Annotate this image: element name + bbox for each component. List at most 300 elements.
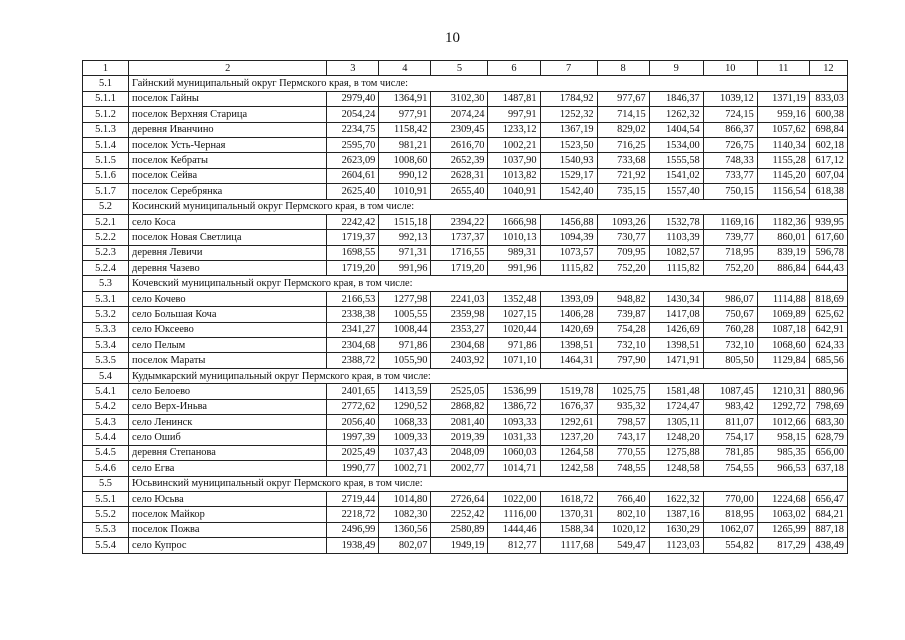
table-row	[83, 353, 848, 368]
value-cell: 644,43	[809, 261, 847, 276]
value-cell: 1233,12	[488, 122, 540, 137]
table-row	[83, 137, 848, 152]
value-cell: 1265,99	[757, 522, 809, 537]
value-cell: 628,79	[809, 430, 847, 445]
value-cell: 1008,44	[379, 322, 431, 337]
value-cell: 1237,20	[540, 430, 597, 445]
value-cell: 2868,82	[431, 399, 488, 414]
value-cell: 2241,03	[431, 291, 488, 306]
value-cell: 1115,82	[540, 261, 597, 276]
value-cell: 1093,26	[597, 214, 649, 229]
value-cell: 2726,64	[431, 491, 488, 506]
value-cell: 2525,05	[431, 384, 488, 399]
settlement-name: село Коса	[129, 214, 327, 229]
value-cell: 1541,02	[649, 168, 703, 183]
section-header-row	[83, 276, 848, 291]
value-cell: 2166,53	[327, 291, 379, 306]
value-cell: 1719,37	[327, 230, 379, 245]
value-cell: 990,12	[379, 168, 431, 183]
value-cell: 958,15	[757, 430, 809, 445]
value-cell: 1305,11	[649, 414, 703, 429]
value-cell: 1005,55	[379, 307, 431, 322]
settlement-name: поселок Новая Светлица	[129, 230, 327, 245]
value-cell: 637,18	[809, 461, 847, 476]
value-cell: 1716,55	[431, 245, 488, 260]
value-cell: 1093,33	[488, 414, 540, 429]
value-cell: 935,32	[597, 399, 649, 414]
value-cell: 887,18	[809, 522, 847, 537]
row-index: 5.2.1	[83, 214, 129, 229]
table-row	[83, 445, 848, 460]
value-cell: 2604,61	[327, 168, 379, 183]
value-cell: 802,10	[597, 507, 649, 522]
settlement-name: село Купрос	[129, 538, 327, 553]
value-cell: 2218,72	[327, 507, 379, 522]
value-cell: 1055,90	[379, 353, 431, 368]
value-cell: 617,12	[809, 153, 847, 168]
value-cell: 991,96	[488, 261, 540, 276]
value-cell: 1037,43	[379, 445, 431, 460]
value-cell: 739,77	[703, 230, 757, 245]
value-cell: 1464,31	[540, 353, 597, 368]
value-cell: 1264,58	[540, 445, 597, 460]
row-index: 5.4.4	[83, 430, 129, 445]
value-cell: 2081,40	[431, 414, 488, 429]
value-cell: 1290,52	[379, 399, 431, 414]
value-cell: 860,01	[757, 230, 809, 245]
value-cell: 805,50	[703, 353, 757, 368]
section-index: 5.5	[83, 476, 129, 491]
row-index: 5.2.4	[83, 261, 129, 276]
value-cell: 600,38	[809, 107, 847, 122]
value-cell: 1082,30	[379, 507, 431, 522]
value-cell: 1724,47	[649, 399, 703, 414]
value-cell: 1013,82	[488, 168, 540, 183]
value-cell: 2719,44	[327, 491, 379, 506]
value-cell: 1536,99	[488, 384, 540, 399]
value-cell: 1367,19	[540, 122, 597, 137]
value-cell: 1426,69	[649, 322, 703, 337]
value-cell: 760,28	[703, 322, 757, 337]
settlement-name: село Верх-Иньва	[129, 399, 327, 414]
value-cell: 1008,60	[379, 153, 431, 168]
value-cell: 721,92	[597, 168, 649, 183]
value-cell: 2496,99	[327, 522, 379, 537]
settlement-name: поселок Кебраты	[129, 153, 327, 168]
value-cell: 726,75	[703, 137, 757, 152]
value-cell: 797,90	[597, 353, 649, 368]
value-cell: 991,96	[379, 261, 431, 276]
value-cell: 1116,00	[488, 507, 540, 522]
table-row	[83, 538, 848, 553]
value-cell: 2979,40	[327, 91, 379, 106]
value-cell: 1037,90	[488, 153, 540, 168]
row-index: 5.1.2	[83, 107, 129, 122]
value-cell: 1846,37	[649, 91, 703, 106]
value-cell: 1248,58	[649, 461, 703, 476]
settlement-name: поселок Усть-Черная	[129, 137, 327, 152]
value-cell: 1022,00	[488, 491, 540, 506]
section-header-row	[83, 476, 848, 491]
value-cell: 1523,50	[540, 137, 597, 152]
table-row	[83, 461, 848, 476]
row-index: 5.4.3	[83, 414, 129, 429]
value-cell: 2353,27	[431, 322, 488, 337]
section-title: Кочевский муниципальный округ Пермского края, в том числе:	[129, 276, 848, 291]
value-cell: 2388,72	[327, 353, 379, 368]
value-cell: 1360,56	[379, 522, 431, 537]
value-cell: 656,47	[809, 491, 847, 506]
settlement-name: село Ошиб	[129, 430, 327, 445]
settlement-name: село Ленинск	[129, 414, 327, 429]
value-cell: 2074,24	[431, 107, 488, 122]
value-cell: 1071,10	[488, 353, 540, 368]
value-cell: 1020,44	[488, 322, 540, 337]
value-cell: 2252,42	[431, 507, 488, 522]
value-cell: 1242,58	[540, 461, 597, 476]
value-cell: 1997,39	[327, 430, 379, 445]
row-index: 5.3.2	[83, 307, 129, 322]
value-cell: 1938,49	[327, 538, 379, 553]
value-cell: 718,95	[703, 245, 757, 260]
settlement-name: поселок Серебрянка	[129, 184, 327, 199]
value-cell: 1002,71	[379, 461, 431, 476]
value-cell: 1069,89	[757, 307, 809, 322]
table-row	[83, 338, 848, 353]
value-cell: 1540,93	[540, 153, 597, 168]
value-cell: 1487,81	[488, 91, 540, 106]
section-title: Юсьвинский муниципальный округ Пермского края, в том числе:	[129, 476, 848, 491]
value-cell: 1529,17	[540, 168, 597, 183]
row-index: 5.4.1	[83, 384, 129, 399]
value-cell: 2616,70	[431, 137, 488, 152]
value-cell: 985,35	[757, 445, 809, 460]
settlement-name: село Пелым	[129, 338, 327, 353]
value-cell: 2309,45	[431, 122, 488, 137]
row-index: 5.3.3	[83, 322, 129, 337]
value-cell: 1025,75	[597, 384, 649, 399]
value-cell: 1115,82	[649, 261, 703, 276]
value-cell: 754,17	[703, 430, 757, 445]
value-cell: 1156,54	[757, 184, 809, 199]
value-cell: 1210,31	[757, 384, 809, 399]
value-cell: 549,47	[597, 538, 649, 553]
row-index: 5.5.1	[83, 491, 129, 506]
value-cell: 1534,00	[649, 137, 703, 152]
column-number: 7	[540, 61, 597, 76]
value-cell: 1009,33	[379, 430, 431, 445]
value-cell: 1398,51	[649, 338, 703, 353]
value-cell: 752,20	[597, 261, 649, 276]
value-cell: 2655,40	[431, 184, 488, 199]
value-cell: 966,53	[757, 461, 809, 476]
value-cell: 1784,92	[540, 91, 597, 106]
value-cell: 724,15	[703, 107, 757, 122]
value-cell: 971,31	[379, 245, 431, 260]
table-row	[83, 384, 848, 399]
settlement-name: село Егва	[129, 461, 327, 476]
value-cell: 1010,13	[488, 230, 540, 245]
table-row	[83, 245, 848, 260]
tariff-table	[82, 60, 848, 554]
value-cell: 750,15	[703, 184, 757, 199]
value-cell: 2628,31	[431, 168, 488, 183]
value-cell: 833,03	[809, 91, 847, 106]
table-row	[83, 107, 848, 122]
column-number: 12	[809, 61, 847, 76]
value-cell: 2623,09	[327, 153, 379, 168]
value-cell: 2652,39	[431, 153, 488, 168]
value-cell: 971,86	[379, 338, 431, 353]
value-cell: 2401,65	[327, 384, 379, 399]
value-cell: 829,02	[597, 122, 649, 137]
value-cell: 997,91	[488, 107, 540, 122]
value-cell: 1039,12	[703, 91, 757, 106]
value-cell: 886,84	[757, 261, 809, 276]
value-cell: 1040,91	[488, 184, 540, 199]
value-cell: 1398,51	[540, 338, 597, 353]
row-index: 5.5.3	[83, 522, 129, 537]
value-cell: 617,60	[809, 230, 847, 245]
value-cell: 981,21	[379, 137, 431, 152]
table-row	[83, 307, 848, 322]
section-title: Кудымкарский муниципальный округ Пермского края, в том числе:	[129, 368, 848, 383]
value-cell: 2595,70	[327, 137, 379, 152]
value-cell: 1224,68	[757, 491, 809, 506]
column-number: 3	[327, 61, 379, 76]
table-row	[83, 261, 848, 276]
value-cell: 1393,09	[540, 291, 597, 306]
table-row	[83, 153, 848, 168]
column-number-row	[83, 61, 848, 76]
value-cell: 1622,32	[649, 491, 703, 506]
value-cell: 811,07	[703, 414, 757, 429]
value-cell: 1027,15	[488, 307, 540, 322]
value-cell: 743,17	[597, 430, 649, 445]
value-cell: 1068,33	[379, 414, 431, 429]
value-cell: 839,19	[757, 245, 809, 260]
value-cell: 817,29	[757, 538, 809, 553]
value-cell: 2304,68	[431, 338, 488, 353]
value-cell: 607,04	[809, 168, 847, 183]
value-cell: 1364,91	[379, 91, 431, 106]
value-cell: 1292,61	[540, 414, 597, 429]
value-cell: 1158,42	[379, 122, 431, 137]
value-cell: 983,42	[703, 399, 757, 414]
value-cell: 752,20	[703, 261, 757, 276]
table-row	[83, 184, 848, 199]
value-cell: 1430,34	[649, 291, 703, 306]
settlement-name: село Белоево	[129, 384, 327, 399]
value-cell: 1262,32	[649, 107, 703, 122]
section-title: Гайнский муниципальный округ Пермского края, в том числе:	[129, 76, 848, 91]
table-row	[83, 522, 848, 537]
table-row	[83, 122, 848, 137]
value-cell: 1515,18	[379, 214, 431, 229]
value-cell: 1277,98	[379, 291, 431, 306]
value-cell: 1519,78	[540, 384, 597, 399]
value-cell: 818,69	[809, 291, 847, 306]
column-number: 1	[83, 61, 129, 76]
table-row	[83, 91, 848, 106]
row-index: 5.3.1	[83, 291, 129, 306]
value-cell: 1666,98	[488, 214, 540, 229]
section-header-row	[83, 76, 848, 91]
value-cell: 1103,39	[649, 230, 703, 245]
value-cell: 3102,30	[431, 91, 488, 106]
table-row	[83, 322, 848, 337]
value-cell: 1737,37	[431, 230, 488, 245]
value-cell: 2304,68	[327, 338, 379, 353]
value-cell: 1129,84	[757, 353, 809, 368]
value-cell: 1068,60	[757, 338, 809, 353]
value-cell: 2394,22	[431, 214, 488, 229]
section-header-row	[83, 368, 848, 383]
row-index: 5.4.2	[83, 399, 129, 414]
value-cell: 1676,37	[540, 399, 597, 414]
value-cell: 1182,36	[757, 214, 809, 229]
value-cell: 1532,78	[649, 214, 703, 229]
row-index: 5.1.6	[83, 168, 129, 183]
value-cell: 971,86	[488, 338, 540, 353]
value-cell: 732,10	[597, 338, 649, 353]
value-cell: 1010,91	[379, 184, 431, 199]
value-cell: 754,28	[597, 322, 649, 337]
row-index: 5.1.3	[83, 122, 129, 137]
value-cell: 1123,03	[649, 538, 703, 553]
column-number: 10	[703, 61, 757, 76]
value-cell: 1588,34	[540, 522, 597, 537]
value-cell: 684,21	[809, 507, 847, 522]
value-cell: 2242,42	[327, 214, 379, 229]
value-cell: 989,31	[488, 245, 540, 260]
settlement-name: село Юксеево	[129, 322, 327, 337]
value-cell: 1386,72	[488, 399, 540, 414]
settlement-name: село Большая Коча	[129, 307, 327, 322]
value-cell: 1252,32	[540, 107, 597, 122]
value-cell: 1471,91	[649, 353, 703, 368]
row-index: 5.4.6	[83, 461, 129, 476]
value-cell: 1060,03	[488, 445, 540, 460]
value-cell: 1117,68	[540, 538, 597, 553]
value-cell: 1062,07	[703, 522, 757, 537]
section-index: 5.3	[83, 276, 129, 291]
value-cell: 1618,72	[540, 491, 597, 506]
value-cell: 1275,88	[649, 445, 703, 460]
value-cell: 2019,39	[431, 430, 488, 445]
value-cell: 939,95	[809, 214, 847, 229]
value-cell: 1073,57	[540, 245, 597, 260]
value-cell: 1169,16	[703, 214, 757, 229]
value-cell: 2772,62	[327, 399, 379, 414]
column-number: 9	[649, 61, 703, 76]
row-index: 5.2.3	[83, 245, 129, 260]
value-cell: 2054,24	[327, 107, 379, 122]
value-cell: 656,00	[809, 445, 847, 460]
column-number: 4	[379, 61, 431, 76]
value-cell: 2580,89	[431, 522, 488, 537]
value-cell: 596,78	[809, 245, 847, 260]
value-cell: 754,55	[703, 461, 757, 476]
value-cell: 2625,40	[327, 184, 379, 199]
value-cell: 866,37	[703, 122, 757, 137]
value-cell: 798,69	[809, 399, 847, 414]
value-cell: 642,91	[809, 322, 847, 337]
value-cell: 2341,27	[327, 322, 379, 337]
value-cell: 625,62	[809, 307, 847, 322]
value-cell: 977,91	[379, 107, 431, 122]
value-cell: 770,55	[597, 445, 649, 460]
table-row	[83, 399, 848, 414]
column-number: 2	[129, 61, 327, 76]
page-number: 10	[445, 30, 460, 46]
value-cell: 1630,29	[649, 522, 703, 537]
value-cell: 2025,49	[327, 445, 379, 460]
value-cell: 1387,16	[649, 507, 703, 522]
value-cell: 1413,59	[379, 384, 431, 399]
value-cell: 554,82	[703, 538, 757, 553]
value-cell: 2338,38	[327, 307, 379, 322]
value-cell: 709,95	[597, 245, 649, 260]
value-cell: 602,18	[809, 137, 847, 152]
value-cell: 2056,40	[327, 414, 379, 429]
value-cell: 770,00	[703, 491, 757, 506]
value-cell: 1581,48	[649, 384, 703, 399]
table-row	[83, 414, 848, 429]
value-cell: 1140,34	[757, 137, 809, 152]
value-cell: 977,67	[597, 91, 649, 106]
value-cell: 748,55	[597, 461, 649, 476]
column-number: 11	[757, 61, 809, 76]
value-cell: 1949,19	[431, 538, 488, 553]
value-cell: 685,56	[809, 353, 847, 368]
value-cell: 1352,48	[488, 291, 540, 306]
value-cell: 1012,66	[757, 414, 809, 429]
table-body	[83, 61, 848, 554]
value-cell: 1990,77	[327, 461, 379, 476]
value-cell: 1370,31	[540, 507, 597, 522]
settlement-name: село Кочево	[129, 291, 327, 306]
value-cell: 624,33	[809, 338, 847, 353]
value-cell: 1542,40	[540, 184, 597, 199]
value-cell: 2403,92	[431, 353, 488, 368]
value-cell: 1014,71	[488, 461, 540, 476]
settlement-name: деревня Степанова	[129, 445, 327, 460]
value-cell: 1087,45	[703, 384, 757, 399]
value-cell: 730,77	[597, 230, 649, 245]
value-cell: 986,07	[703, 291, 757, 306]
value-cell: 2234,75	[327, 122, 379, 137]
section-index: 5.2	[83, 199, 129, 214]
section-title: Косинский муниципальный округ Пермского края, в том числе:	[129, 199, 848, 214]
table-row	[83, 230, 848, 245]
table-row	[83, 430, 848, 445]
settlement-name: поселок Верхняя Старица	[129, 107, 327, 122]
value-cell: 812,77	[488, 538, 540, 553]
column-number: 6	[488, 61, 540, 76]
value-cell: 1557,40	[649, 184, 703, 199]
settlement-name: деревня Левичи	[129, 245, 327, 260]
value-cell: 1292,72	[757, 399, 809, 414]
value-cell: 618,38	[809, 184, 847, 199]
row-index: 5.1.4	[83, 137, 129, 152]
column-number: 5	[431, 61, 488, 76]
row-index: 5.5.2	[83, 507, 129, 522]
value-cell: 1063,02	[757, 507, 809, 522]
section-index: 5.1	[83, 76, 129, 91]
value-cell: 1145,20	[757, 168, 809, 183]
settlement-name: поселок Сейва	[129, 168, 327, 183]
